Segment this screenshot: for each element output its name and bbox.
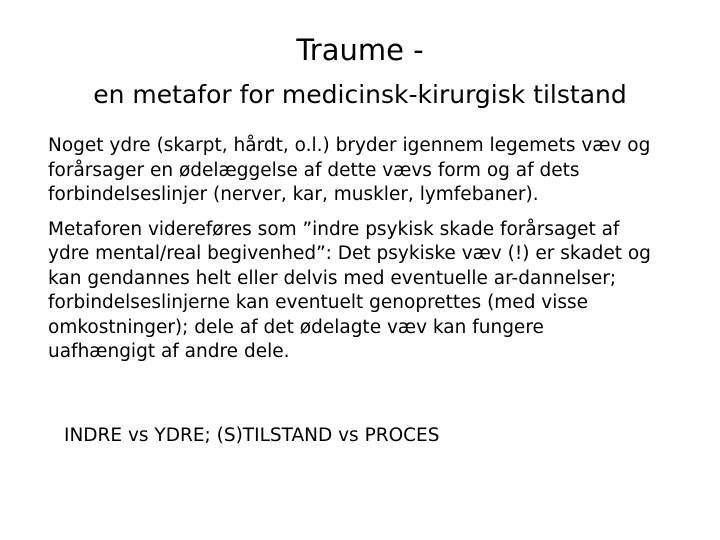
slide-body xyxy=(48,134,688,375)
text-line: Noget ydre (skarpt, hårdt, o.l.) bryder igennem legemets væv og xyxy=(48,135,651,156)
text-line: omkostninger); dele af det ødelagte væv kan fungere xyxy=(48,316,544,338)
text-line: Metaforen videreføres som ”indre psykisk skade forårsaget af xyxy=(48,218,620,240)
text-line: uafhængigt af andre dele. xyxy=(48,341,290,362)
text-line: forbindelseslinjerne kan eventuelt genoprettes (med visse xyxy=(48,292,589,313)
text-line: ydre mental/real begivenhed”: Det psykiske væv (!) er skadet og xyxy=(48,243,651,264)
paragraph-2 xyxy=(48,218,688,365)
slide-title: Traume - xyxy=(296,33,424,67)
text-line: forbindelseslinjer (nerver, kar, muskler, lymfebaner). xyxy=(48,184,539,205)
paragraph-1 xyxy=(48,134,688,208)
text-line: kan gendannes helt eller delvis med eventuelle ar-dannelser; xyxy=(48,267,617,289)
text-line: forårsager en ødelæggelse af dette vævs form og af dets xyxy=(48,159,580,181)
slide-subtitle: en metafor for medicinsk-kirurgisk tilstand xyxy=(93,80,627,109)
contrast-summary: INDRE vs YDRE; (S)TILSTAND vs PROCES xyxy=(64,425,440,446)
